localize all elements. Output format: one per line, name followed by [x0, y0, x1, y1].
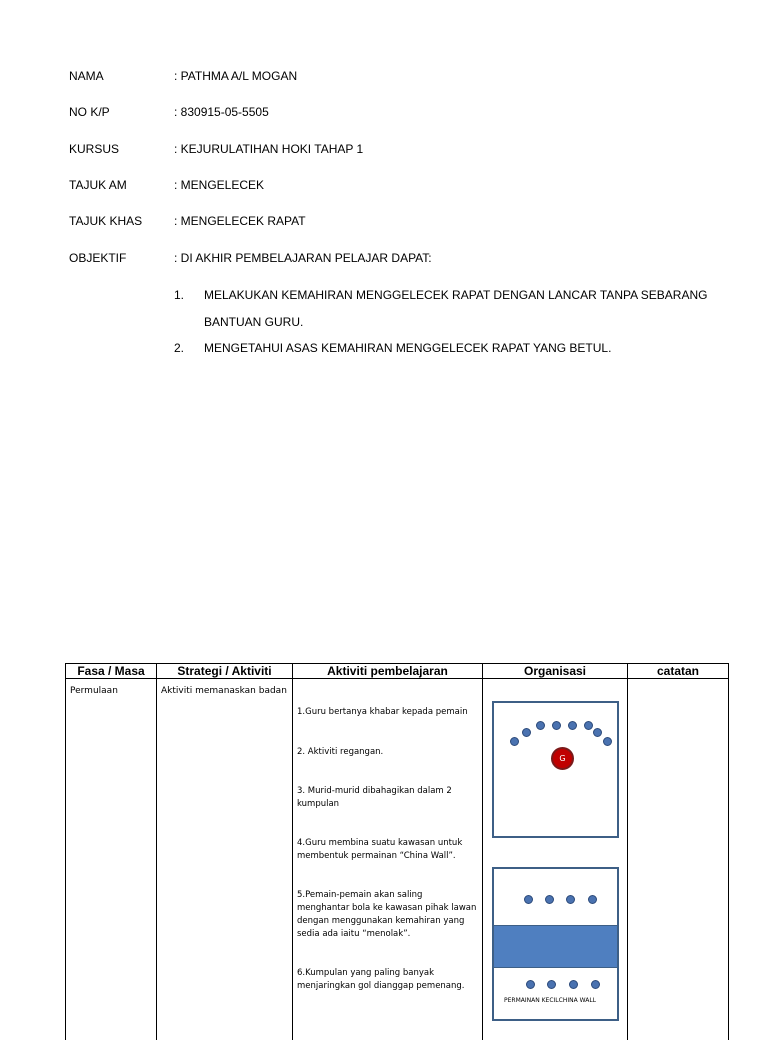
objective-text: BANTUAN GURU.: [204, 315, 303, 329]
formation-diagram: [492, 701, 619, 838]
header-strategi: Strategi / Aktiviti: [157, 664, 293, 679]
china-wall-diagram: [492, 867, 619, 1021]
table-row: [66, 679, 729, 1040]
wall-zone: [494, 925, 617, 968]
player-dot: [526, 980, 535, 989]
cell-strategy: [157, 679, 293, 1040]
header-organisasi: Organisasi: [483, 664, 628, 679]
player-dot: [524, 895, 533, 904]
player-dot: [588, 895, 597, 904]
player-dot: [569, 980, 578, 989]
info-label: KURSUS: [69, 142, 119, 156]
step-item: 6.Kumpulan yang paling banyak menjaringkan gol dianggap pemenang.: [293, 967, 481, 993]
header-aktiviti: Aktiviti pembelajaran: [293, 664, 483, 679]
info-value: : DI AKHIR PEMBELAJARAN PELAJAR DAPAT:: [174, 251, 432, 265]
player-dot: [603, 737, 612, 746]
cell-catatan: [628, 679, 729, 1040]
player-dot: [593, 728, 602, 737]
cell-organisasi: [483, 679, 628, 1040]
step-item: 2. Aktiviti regangan.: [293, 746, 481, 759]
objective-text: MELAKUKAN KEMAHIRAN MENGGELECEK RAPAT DENGAN LANCAR TANPA SEBARANG: [204, 288, 707, 302]
player-dot: [568, 721, 577, 730]
table-header-row: [66, 664, 729, 679]
info-value: : MENGELECEK: [174, 178, 264, 192]
player-dot: [566, 895, 575, 904]
player-dot: [510, 737, 519, 746]
strategy-text: Aktiviti memanaskan badan: [157, 679, 292, 698]
cell-steps: [293, 679, 483, 1040]
player-dot: [536, 721, 545, 730]
info-label: TAJUK KHAS: [69, 214, 142, 228]
info-value: : KEJURULATIHAN HOKI TAHAP 1: [174, 142, 363, 156]
step-item: 4.Guru membina suatu kawasan untuk membentuk permainan “China Wall”.: [293, 837, 481, 863]
lesson-plan-table: [65, 663, 729, 1040]
objective-number: 1.: [174, 288, 184, 302]
objective-text: MENGETAHUI ASAS KEMAHIRAN MENGGELECEK RAPAT YANG BETUL.: [204, 341, 611, 355]
player-dot: [591, 980, 600, 989]
step-item: 3. Murid-murid dibahagikan dalam 2 kumpulan: [293, 785, 481, 811]
diagram-caption: PERMAINAN KECILCHINA WALL: [504, 997, 596, 1004]
step-item: 1.Guru bertanya khabar kepada pemain: [293, 706, 481, 719]
header-catatan: catatan: [628, 664, 729, 679]
objective-number: 2.: [174, 341, 184, 355]
header-fasa: Fasa / Masa: [66, 664, 157, 679]
info-value: : MENGELECEK RAPAT: [174, 214, 306, 228]
player-dot: [552, 721, 561, 730]
step-item: 5.Pemain-pemain akan saling menghantar bola ke kawasan pihak lawan dengan menggunakan kemahiran yang sedia ada iaitu “menolak”.: [293, 889, 481, 941]
player-dot: [545, 895, 554, 904]
player-dot: [522, 728, 531, 737]
player-dot: [584, 721, 593, 730]
info-label: NO K/P: [69, 105, 110, 119]
info-value: : 830915-05-5505: [174, 105, 269, 119]
info-label: NAMA: [69, 69, 104, 83]
cell-phase: [66, 679, 157, 1040]
player-dot: [547, 980, 556, 989]
catatan-text: [628, 679, 728, 685]
goalkeeper-marker: G: [551, 747, 574, 770]
info-label: OBJEKTIF: [69, 251, 126, 265]
phase-text: Permulaan: [66, 679, 156, 698]
info-label: TAJUK AM: [69, 178, 127, 192]
info-value: : PATHMA A/L MOGAN: [174, 69, 297, 83]
